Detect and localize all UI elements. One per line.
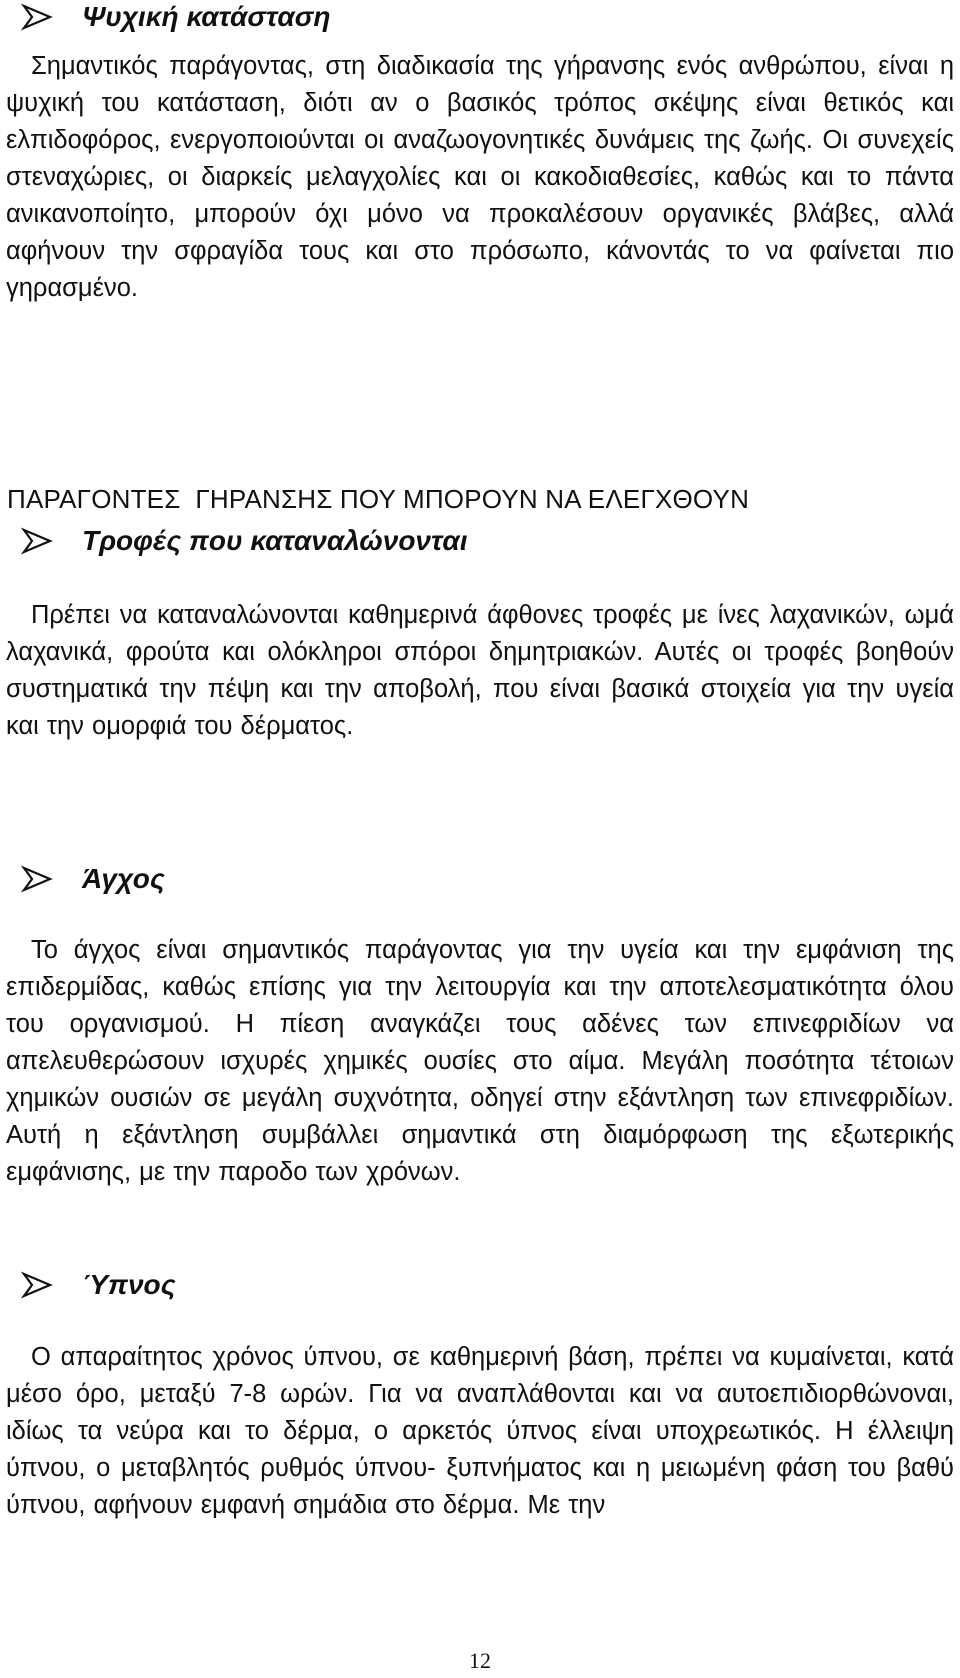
section-heading-sleep [20, 1268, 176, 1302]
section-title: Ύπνος [82, 1269, 176, 1300]
section-title: Ψυχική κατάσταση [82, 1, 331, 32]
page-number: 12 [469, 1648, 491, 1673]
arrowhead-bullet-icon [20, 1270, 64, 1300]
section-heading-food [20, 524, 468, 558]
paragraph-psychic: Σημαντικός παράγοντας, στη διαδικασία της γήρανσης ενός ανθρώπου, είναι η ψυχική του κατάσταση, διότι αν ο βασικός τρόπος σκέψης είναι θετικός και ελπιδοφόρος, ενεργοποιούνται οι αναζωογονητικές δυνάμεις της ζωής. Οι συνεχείς στεναχώριες, οι διαρκείς μελαγχολίες και οι κακοδιαθεσίες, καθώς και το πάντα ανικανοποίητο, μπορούν όχι μόνο να προκαλέσουν οργανικές βλάβες, αλλά αφήνουν την σφραγίδα τους και στο πρόσωπο, κάνοντάς το να φαίνεται πιο γηρασμένο. [6, 52, 954, 302]
arrowhead-bullet-icon [20, 2, 64, 32]
section-title: Τροφές που καταναλώνονται [82, 525, 468, 556]
paragraph-stress: Το άγχος είναι σημαντικός παράγοντας για την υγεία και την εμφάνιση της επιδερμίδας, καθώς επίσης για την λειτουργία και την αποτελεσματικότητα όλου του οργανισμού. Η πίεση αναγκάζει τους αδένες των επινεφριδίων να απελευθερώσουν ισχυρές χημικές ουσίες στο αίμα. Μεγάλη ποσότητα τέτοιων χημικών ουσιών σε μεγάλη συχνότητα, οδηγεί στην εξάντληση των επινεφριδίων. Αυτή η εξάντληση συμβάλλει σημαντικά στη διαμόρφωση της εξωτερικής εμφάνισης, με την παροδο των χρόνων. [6, 936, 954, 1186]
controllable-factors-heading: ΠΑΡΑΓΟΝΤΕΣ ΓΗΡΑΝΣΗΣ ΠΟΥ ΜΠΟΡΟΥΝ ΝΑ ΕΛΕΓΧΘΟΥΝ [7, 484, 750, 514]
paragraph-sleep: Ο απαραίτητος χρόνος ύπνου, σε καθημερινή βάση, πρέπει να κυμαίνεται, κατά μέσο όρο, μεταξύ 7-8 ωρών. Για να αναπλάθονται και να αυτοεπιδιορθώνοναι, ιδίως τα νεύρα και το δέρμα, ο αρκετός ύπνος είναι υποχρεωτικός. Η έλλειψη ύπνου, ο μεταβλητός ρυθμός ύπνου- ξυπνήματος και η μειωμένη φάση του βαθύ ύπνου, αφήνουν εμφανή σημάδια στο δέρμα. Με την [6, 1343, 954, 1519]
section-title: Άγχος [82, 863, 165, 894]
paragraph-food: Πρέπει να καταναλώνονται καθημερινά άφθονες τροφές με ίνες λαχανικών, ωμά λαχανικά, φρούτα και ολόκληροι σπόροι δημητριακών. Αυτές οι τροφές βοηθούν συστηματικά την πέψη και την αποβολή, που είναι βασικά στοιχεία για την υγεία και την ομορφιά του δέρματος. [6, 601, 954, 740]
section-heading-psychic [20, 0, 330, 34]
arrowhead-bullet-icon [20, 864, 64, 894]
arrowhead-bullet-icon [20, 526, 64, 556]
section-heading-stress [20, 862, 165, 896]
